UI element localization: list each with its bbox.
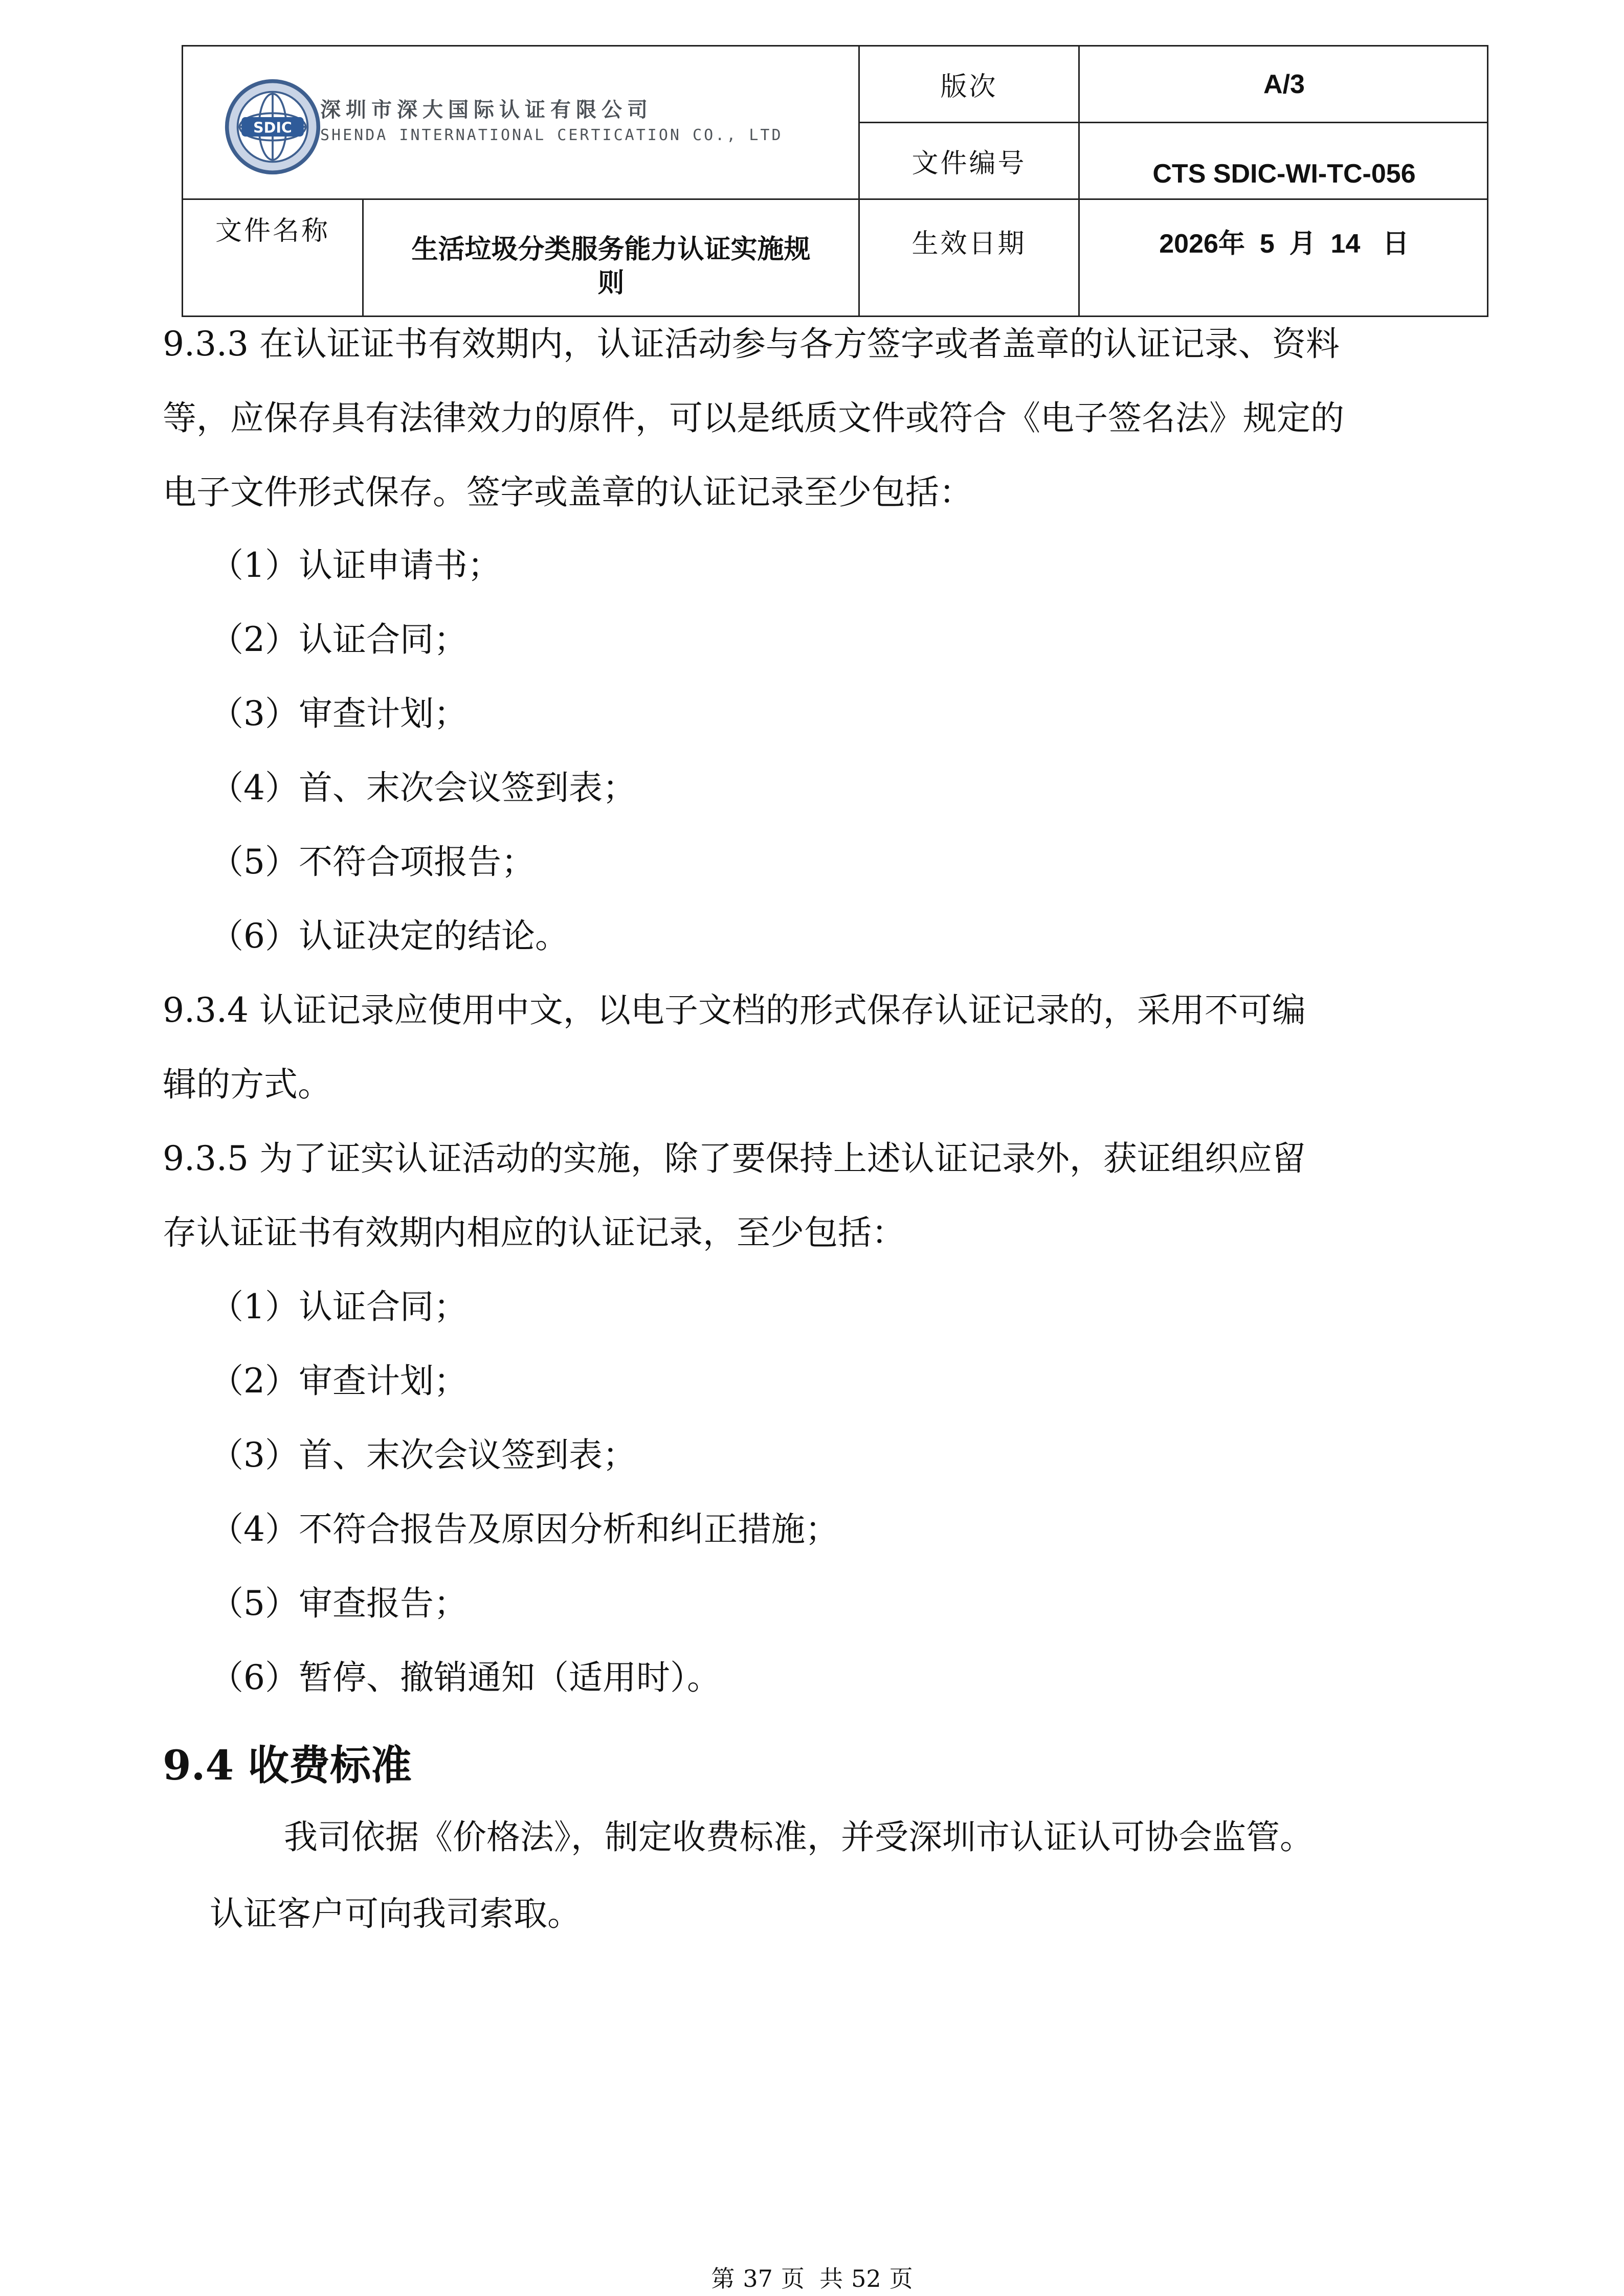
paragraph-line: 电子文件形式保存。签字或盖章的认证记录至少包括： — [163, 472, 973, 512]
list-item: （5）审查报告； — [210, 1584, 468, 1623]
file-name-line: 则 — [597, 267, 625, 299]
list-item: （1）认证申请书； — [210, 546, 501, 585]
company-logo-icon — [224, 78, 321, 175]
paragraph-line: 存认证证书有效期内相应的认证记录，至少包括： — [163, 1213, 905, 1252]
company-name-cn: 深圳市深大国际认证有限公司 — [320, 98, 653, 122]
paragraph-line: 9.3.3 在认证证书有效期内，认证活动参与各方签字或者盖章的认证记录、资料 — [163, 324, 1340, 364]
list-item: （4）首、末次会议签到表； — [210, 768, 636, 807]
page-footer — [0, 2260, 1624, 2294]
page-prefix: 第 — [711, 2265, 735, 2292]
version-value: A/3 — [1263, 69, 1305, 99]
header-table — [182, 45, 1488, 317]
page-mid: 页 共 — [781, 2265, 843, 2292]
section-heading-9-4: 9.4 收费标准 — [163, 1741, 412, 1789]
company-name-en: SHENDA INTERNATIONAL CERTICATION CO., LTD — [320, 126, 783, 144]
version-label: 版次 — [940, 72, 998, 102]
paragraph-line: 我司依据《价格法》，制定收费标准，并受深圳市认证认可协会监管。 — [284, 1817, 1314, 1857]
file-name-label: 文件名称 — [215, 215, 330, 246]
effective-date-value: 2026年 5 月 14 日 — [1159, 229, 1409, 259]
list-item: （6）暂停、撤销通知（适用时）。 — [210, 1658, 721, 1697]
doc-number-value: CTS SDIC-WI-TC-056 — [1152, 159, 1416, 189]
page-total: 52 — [851, 2265, 881, 2292]
file-name-value — [364, 200, 858, 317]
list-item: （1）认证合同； — [210, 1287, 468, 1326]
list-item: （2）认证合同； — [210, 620, 468, 659]
list-item: （3）首、末次会议签到表； — [210, 1435, 636, 1475]
paragraph-line: 认证客户可向我司索取。 — [210, 1894, 581, 1933]
list-item: （3）审查计划； — [210, 694, 468, 733]
company-logo-cell — [183, 47, 860, 200]
doc-number-label: 文件编号 — [911, 148, 1027, 179]
effective-date-label: 生效日期 — [911, 228, 1027, 259]
list-item: （2）审查计划； — [210, 1361, 468, 1401]
page-suffix: 页 — [889, 2265, 913, 2292]
file-name-line: 生活垃圾分类服务能力认证实施规 — [411, 234, 811, 265]
paragraph-line: 辑的方式。 — [163, 1065, 331, 1104]
logo-text: SDIC — [253, 119, 292, 137]
page-current: 37 — [743, 2265, 773, 2292]
paragraph-line: 9.3.4 认证记录应使用中文，以电子文档的形式保存认证记录的，采用不可编 — [163, 991, 1306, 1030]
paragraph-line: 等，应保存具有法律效力的原件，可以是纸质文件或符合《电子签名法》规定的 — [163, 398, 1344, 438]
list-item: （4）不符合报告及原因分析和纠正措施； — [210, 1510, 839, 1549]
paragraph-line: 9.3.5 为了证实认证活动的实施，除了要保持上述认证记录外，获证组织应留 — [163, 1139, 1306, 1178]
list-item: （5）不符合项报告； — [210, 842, 535, 882]
list-item: （6）认证决定的结论。 — [210, 916, 569, 956]
